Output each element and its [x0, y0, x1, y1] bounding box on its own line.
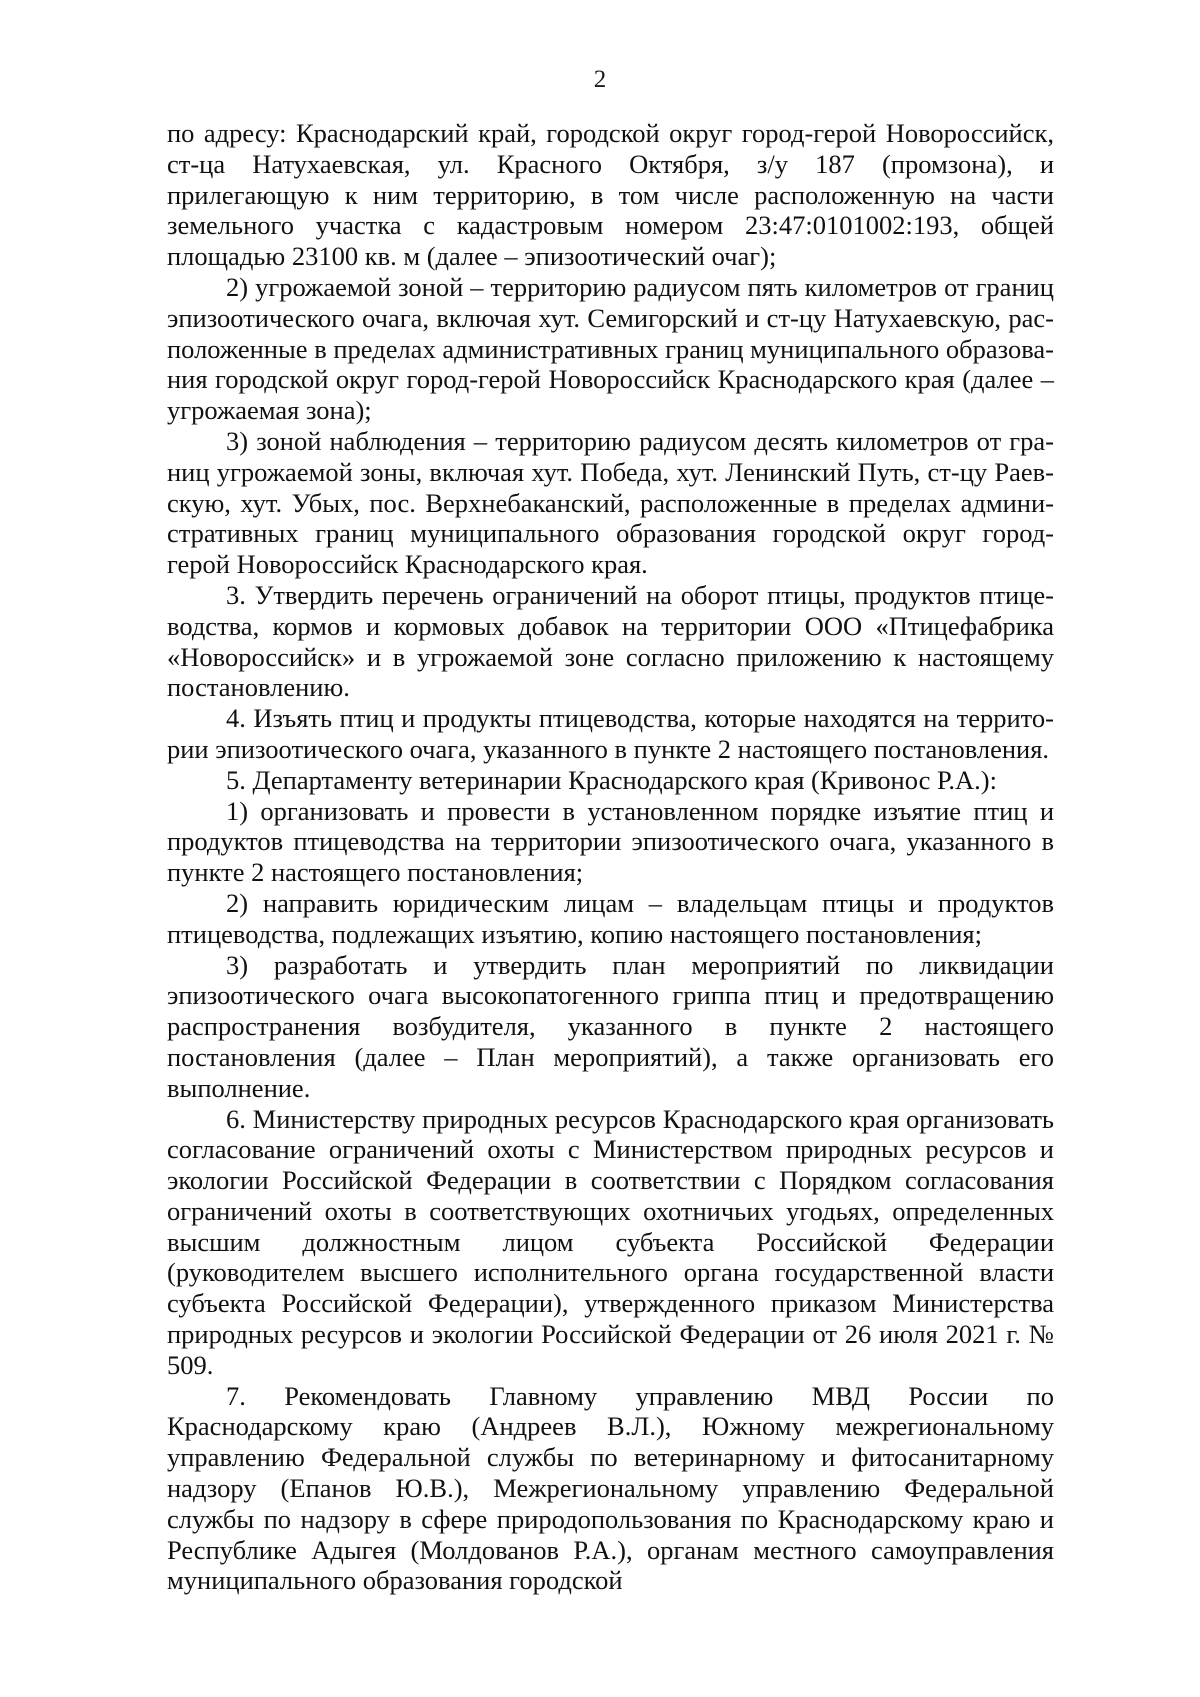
paragraph-item-3: 3. Утвердить перечень ограничений на оборот птицы, продуктов птицеводства, кормов и кормовых добавок на территории ООО «Птицефабрика «Новороссийск» и в угрожаемой зоне согласно приложению к настоящему постановлению. [167, 579, 1054, 703]
paragraph-item-6: 6. Министерству природных ресурсов Краснодарского края организовать согласование ограничений охоты с Министерством природных ресурсов и экологии Российской Федерации в соответствии с Порядком согласования ограничений охоты в соответствующих охотничьих угодьях, определенных высшим должностным лицом субъекта Российской Федерации (руководителем высшего исполнительного органа государственной власти субъекта Российской Федерации), утвержденного приказом Министерства природных ресурсов и экологии Российской Федерации от 26 июля 2021 г. № 509. [167, 1103, 1054, 1380]
paragraph-item-5-3: 3) разработать и утвердить план мероприятий по ликвидации эпизоотического очага высокопатогенного гриппа птиц и предотвращению распространения возбудителя, указанного в пункте 2 настоящего постановления (далее – План мероприятий), а также организовать его выполнение. [167, 949, 1054, 1103]
paragraph-item-5: 5. Департаменту ветеринарии Краснодарского края (Кривонос Р.А.): [226, 764, 997, 795]
paragraph-item-5-1: 1) организовать и провести в установленном порядке изъятие птиц и продуктов птицеводства на территории эпизоотического очага, указанного в пункте 2 настоящего постановления; [167, 795, 1054, 888]
paragraph-observation-zone: 3) зоной наблюдения – территорию радиусом десять километров от границ угрожаемой зоны, включая хут. Победа, хут. Ленинский Путь, ст-цу Раевскую, хут. Убых, пос. Верхнебаканский, расположенные в пределах административных границ муниципального образования городской округ город-герой Новороссийск Краснодарского края. [167, 425, 1054, 580]
paragraph-item-5-2: 2) направить юридическим лицам – владельцам птицы и продуктов птицеводства, подлежащих изъятию, копию настоящего постановления; [167, 887, 1054, 949]
paragraph-address-continuation: по адресу: Краснодарский край, городской округ город-герой Новороссийск, ст-ца Натухаевская, ул. Красного Октября, з/у 187 (промзона), и прилегающую к ним территорию, в том числе расположенную на части земельного участка с кадастровым номером 23:47:0101002:193, общей площадью 23100 кв. м (далее – эпизоотический очаг); [167, 118, 1054, 272]
paragraph-threatened-zone: 2) угрожаемой зоной – территорию радиусом пять километров от границ эпизоотического очага, включая хут. Семигорский и ст-цу Натухаевскую, расположенные в пределах административных границ муниципального образования городской округ город-герой Новороссийск Краснодарского края (далее – угрожаемая зона); [167, 271, 1054, 426]
page-number: 2 [593, 66, 607, 93]
paragraph-item-4: 4. Изъять птиц и продукты птицеводства, которые находятся на территории эпизоотического очага, указанного в пункте 2 настоящего постановления. [167, 703, 1054, 764]
paragraph-item-7: 7. Рекомендовать Главному управлению МВД России по Краснодарскому краю (Андреев В.Л.), Южному межрегиональному управлению Федеральной службы по ветеринарному и фитосанитарному надзору (Епанов Ю.В.), Межрегиональному управлению Федеральной службы по надзору в сфере природопользования по Краснодарскому краю и Республике Адыгея (Молдованов Р.А.), органам местного самоуправления муниципального образования городской [167, 1380, 1054, 1596]
document-body [167, 118, 1054, 1596]
